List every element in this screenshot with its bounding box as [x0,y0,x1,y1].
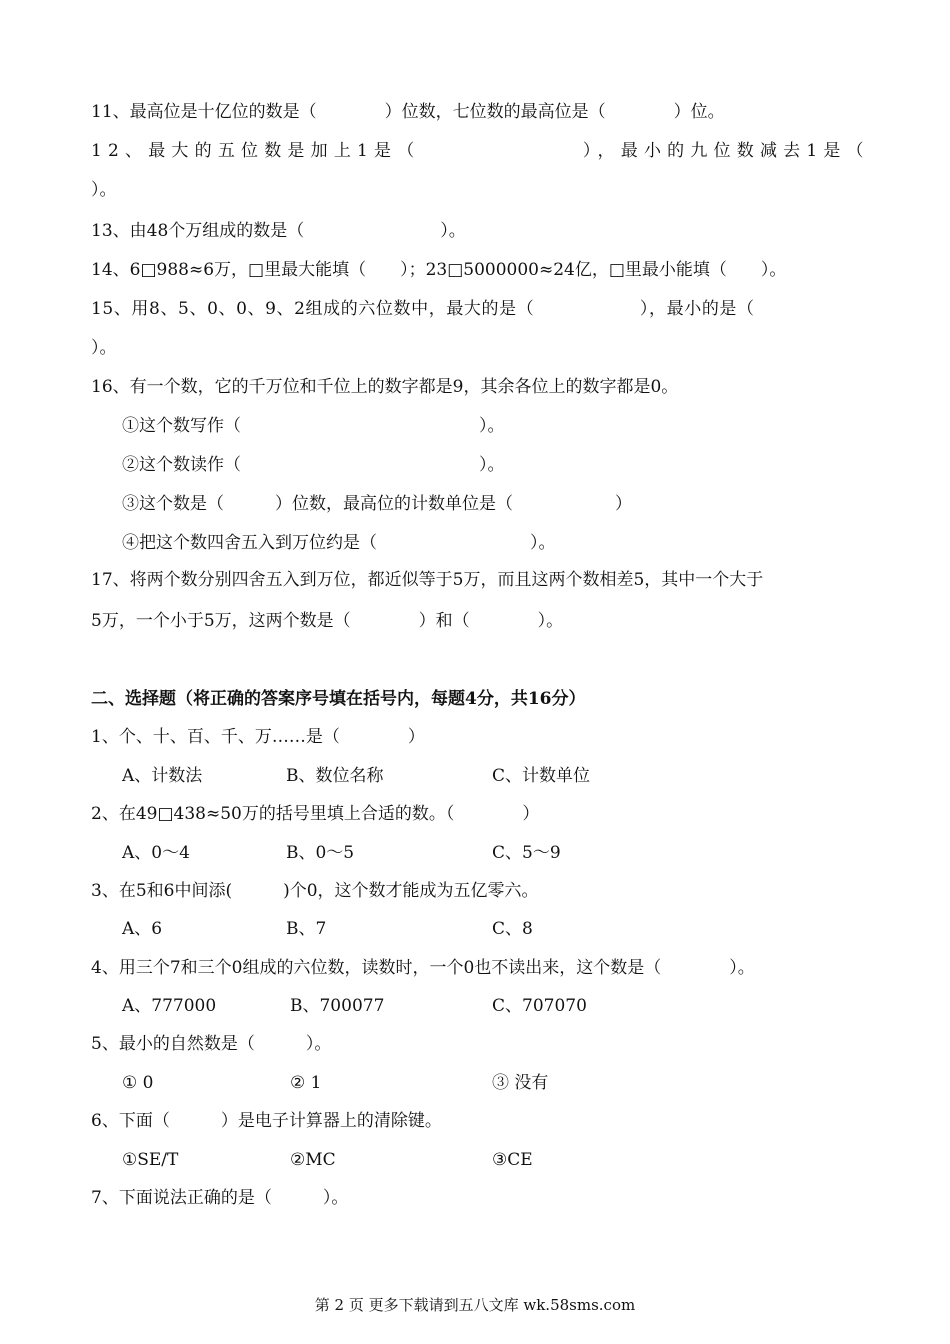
question-12-line-1: 12、最大的五位数是加上1是（ ），最小的九位数减去1是（ [91,141,870,161]
option-b: B、7 [286,919,327,939]
section-2-heading: 二、选择题（将正确的答案序号填在括号内，每题4分，共16分） [91,689,586,709]
option-a: A、777000 [122,996,217,1016]
question-16: 16、有一个数，它的千万位和千位上的数字都是9，其余各位上的数字都是0。 [91,377,679,397]
question-15-line-2: ）。 [91,338,117,358]
option-1: ① 0 [122,1073,154,1093]
question-17-line-1: 17、将两个数分别四舍五入到万位，都近似等于5万，而且这两个数相差5，其中一个大于 [91,570,764,590]
option-a: A、计数法 [122,766,203,786]
option-1: ①SE/T [122,1150,179,1170]
option-c: C、5～9 [492,843,561,863]
choice-question-1: 1、个、十、百、千、万……是（ ） [91,727,425,747]
choice-question-5: 5、最小的自然数是（ ）。 [91,1034,332,1054]
question-17-line-2: 5万，一个小于5万，这两个数是（ ）和（ ）。 [91,611,564,631]
page-footer: 第 2 页 更多下载请到五八文库 wk.58sms.com [314,1296,636,1314]
option-2: ② 1 [290,1073,322,1093]
option-a: A、0～4 [122,843,190,863]
question-14: 14、6□988≈6万，□里最大能填（ ）；23□5000000≈24亿，□里最小能填（ ）。 [91,260,787,280]
question-11: 11、最高位是十亿位的数是（ ）位数，七位数的最高位是（ ）位。 [91,102,725,122]
choice-question-7: 7、下面说法正确的是（ ）。 [91,1188,349,1208]
option-c: C、计数单位 [492,766,591,786]
option-3: ③CE [492,1150,533,1170]
question-13: 13、由48个万组成的数是（ ）。 [91,221,466,241]
option-b: B、700077 [290,996,385,1016]
question-16-part-4: ④把这个数四舍五入到万位约是（ ）。 [122,533,556,553]
question-16-part-1: ①这个数写作（ ）。 [122,416,505,436]
question-16-part-2: ②这个数读作（ ）。 [122,455,505,475]
question-15-line-1: 15、用8、5、0、0、9、2组成的六位数中，最大的是（ ），最小的是（ [91,299,755,319]
option-3: ③ 没有 [492,1073,549,1093]
choice-question-3: 3、在5和6中间添( )个0，这个数才能成为五亿零六。 [91,881,539,901]
question-12-line-2: ）。 [91,180,117,200]
option-a: A、6 [122,919,163,939]
option-b: B、数位名称 [286,766,384,786]
option-b: B、0～5 [286,843,355,863]
choice-question-6: 6、下面（ ）是电子计算器上的清除键。 [91,1111,442,1131]
option-c: C、8 [492,919,533,939]
option-c: C、707070 [492,996,587,1016]
choice-question-2: 2、在49□438≈50万的括号里填上合适的数。（ ） [91,804,540,824]
option-2: ②MC [290,1150,336,1170]
choice-question-4: 4、用三个7和三个0组成的六位数，读数时，一个0也不读出来，这个数是（ ）。 [91,958,755,978]
question-16-part-3: ③这个数是（ ）位数，最高位的计数单位是（ ） [122,494,632,514]
